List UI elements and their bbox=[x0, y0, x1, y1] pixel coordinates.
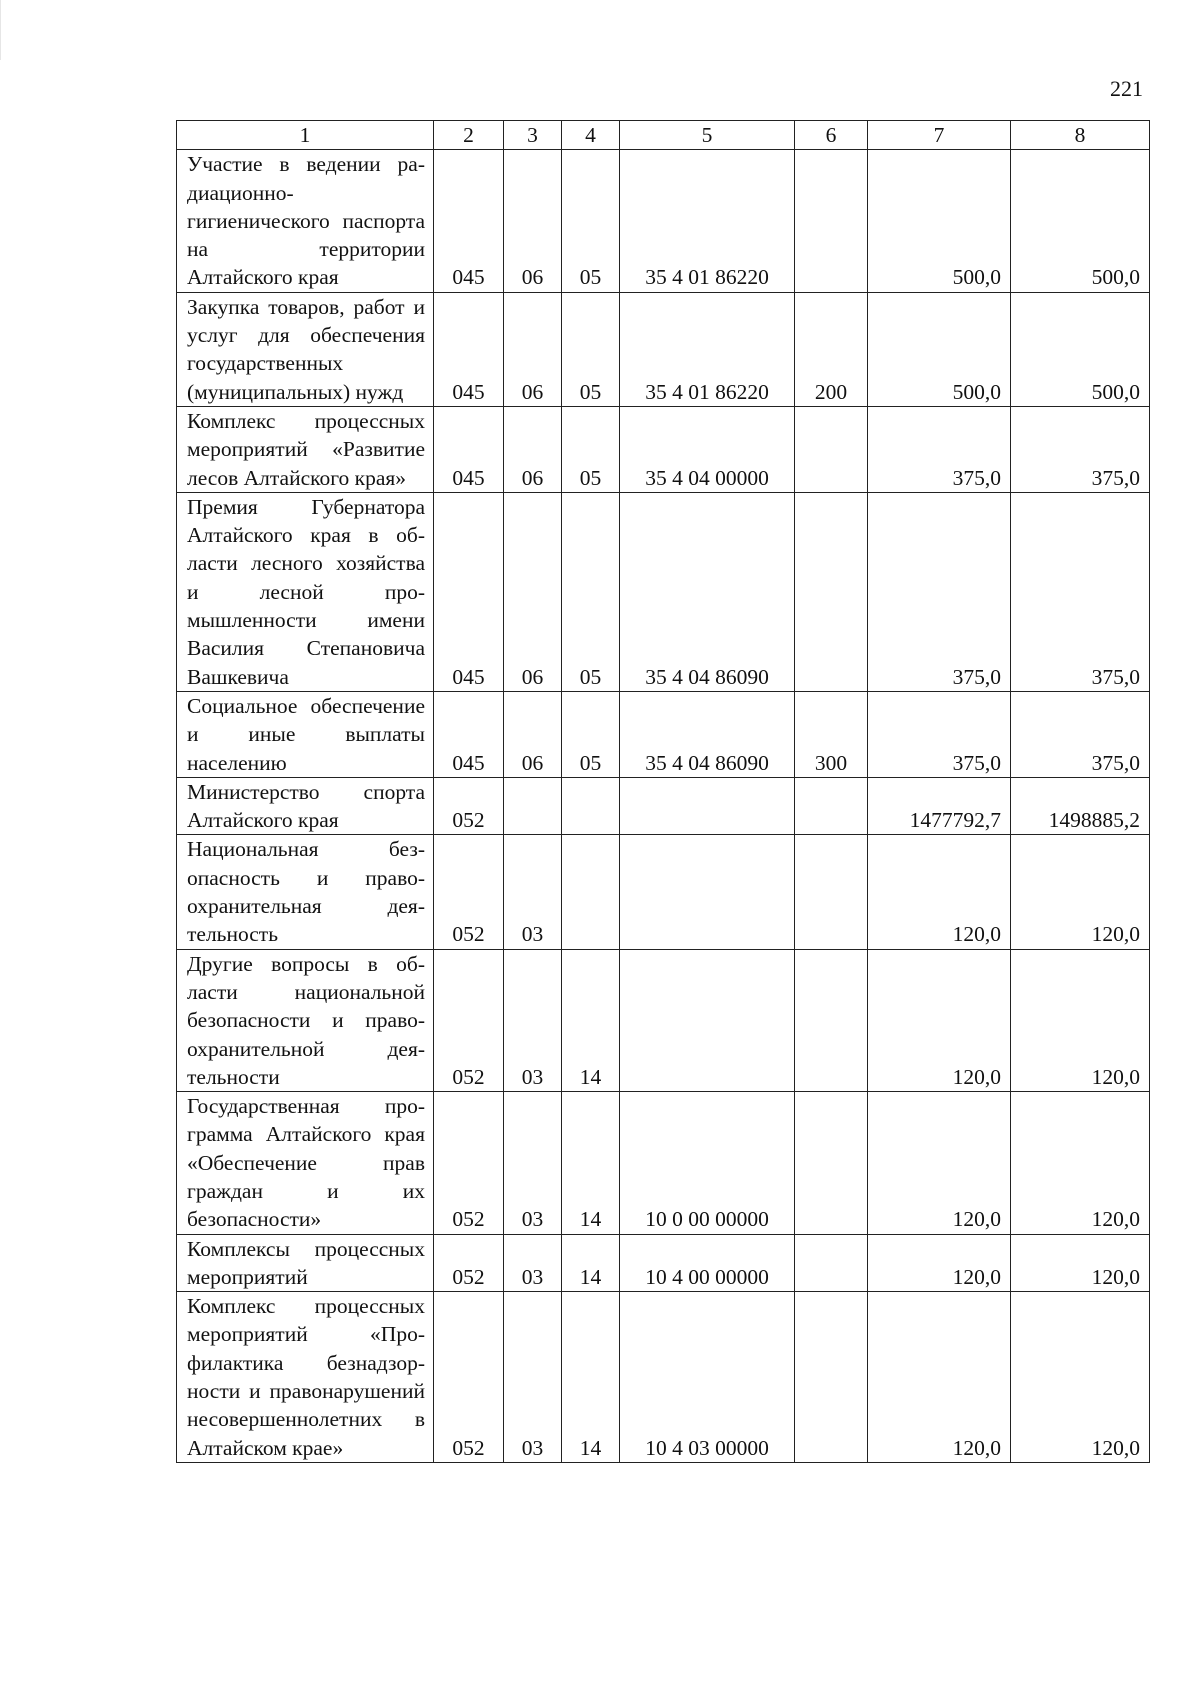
target-article-code: 10 0 00 00000 bbox=[620, 1092, 795, 1234]
target-article-code: 10 4 03 00000 bbox=[620, 1292, 795, 1463]
expense-type-code bbox=[795, 1292, 868, 1463]
subsection-code: 14 bbox=[562, 1292, 620, 1463]
header-cell: 1 bbox=[177, 121, 434, 150]
subsection-code bbox=[562, 835, 620, 949]
amount-col8: 375,0 bbox=[1011, 406, 1150, 492]
amount-col8: 375,0 bbox=[1011, 492, 1150, 691]
table-row bbox=[177, 691, 1150, 777]
section-code: 03 bbox=[504, 1092, 562, 1234]
section-code bbox=[504, 777, 562, 835]
row-name: Другие вопросы в области национальной безопасности и правоохранительной деятельности bbox=[177, 949, 434, 1091]
expense-type-code bbox=[795, 492, 868, 691]
amount-col8: 500,0 bbox=[1011, 150, 1150, 292]
subsection-code: 05 bbox=[562, 406, 620, 492]
amount-col8: 500,0 bbox=[1011, 292, 1150, 406]
section-code: 03 bbox=[504, 949, 562, 1091]
subsection-code: 14 bbox=[562, 949, 620, 1091]
expense-type-code bbox=[795, 1234, 868, 1292]
ministry-code: 052 bbox=[434, 1234, 504, 1292]
expense-type-code: 200 bbox=[795, 292, 868, 406]
amount-col8: 375,0 bbox=[1011, 691, 1150, 777]
target-article-code: 35 4 04 00000 bbox=[620, 406, 795, 492]
table-header-row bbox=[177, 121, 1150, 150]
amount-col8: 120,0 bbox=[1011, 835, 1150, 949]
budget-table bbox=[176, 120, 1150, 1463]
section-code: 06 bbox=[504, 406, 562, 492]
section-code: 03 bbox=[504, 835, 562, 949]
table-row bbox=[177, 777, 1150, 835]
row-name: Закупка товаров, работ и услуг для обеспечения государственных (муниципальных) нужд bbox=[177, 292, 434, 406]
section-code: 03 bbox=[504, 1292, 562, 1463]
ministry-code: 045 bbox=[434, 150, 504, 292]
row-name: Комплекс процессных мероприятий «Развитие лесов Алтайского края» bbox=[177, 406, 434, 492]
row-name: Социальное обеспечение и иные выплаты населению bbox=[177, 691, 434, 777]
subsection-code bbox=[562, 777, 620, 835]
table-row bbox=[177, 1292, 1150, 1463]
amount-col7: 500,0 bbox=[868, 150, 1011, 292]
ministry-code: 052 bbox=[434, 835, 504, 949]
target-article-code: 35 4 04 86090 bbox=[620, 691, 795, 777]
section-code: 03 bbox=[504, 1234, 562, 1292]
ministry-code: 045 bbox=[434, 492, 504, 691]
table-row bbox=[177, 1092, 1150, 1234]
expense-type-code bbox=[795, 835, 868, 949]
row-name: Участие в ведении радиационно-гигиенического паспорта на территории Алтайского края bbox=[177, 150, 434, 292]
ministry-code: 045 bbox=[434, 691, 504, 777]
amount-col7: 120,0 bbox=[868, 1092, 1011, 1234]
amount-col7: 375,0 bbox=[868, 406, 1011, 492]
subsection-code: 14 bbox=[562, 1234, 620, 1292]
amount-col8: 1498885,2 bbox=[1011, 777, 1150, 835]
row-name: Национальная безопасность и правоохранительная деятельность bbox=[177, 835, 434, 949]
table-row bbox=[177, 1234, 1150, 1292]
header-cell: 8 bbox=[1011, 121, 1150, 150]
header-cell: 7 bbox=[868, 121, 1011, 150]
subsection-code: 05 bbox=[562, 150, 620, 292]
target-article-code: 35 4 01 86220 bbox=[620, 292, 795, 406]
header-cell: 3 bbox=[504, 121, 562, 150]
ministry-code: 045 bbox=[434, 406, 504, 492]
ministry-code: 052 bbox=[434, 1092, 504, 1234]
expense-type-code bbox=[795, 1092, 868, 1234]
header-cell: 5 bbox=[620, 121, 795, 150]
target-article-code bbox=[620, 949, 795, 1091]
section-code: 06 bbox=[504, 150, 562, 292]
section-code: 06 bbox=[504, 292, 562, 406]
amount-col7: 120,0 bbox=[868, 949, 1011, 1091]
table-row bbox=[177, 406, 1150, 492]
header-cell: 4 bbox=[562, 121, 620, 150]
expense-type-code bbox=[795, 406, 868, 492]
amount-col8: 120,0 bbox=[1011, 1292, 1150, 1463]
amount-col7: 375,0 bbox=[868, 492, 1011, 691]
table-row bbox=[177, 835, 1150, 949]
table-row bbox=[177, 949, 1150, 1091]
amount-col8: 120,0 bbox=[1011, 949, 1150, 1091]
expense-type-code: 300 bbox=[795, 691, 868, 777]
row-name: Государственная программа Алтайского края «Обеспечение прав граждан и их безопасности» bbox=[177, 1092, 434, 1234]
row-name: Премия Губернатора Алтайского края в области лесного хозяйства и лесной промышленности имени Василия Степановича Вашкевича bbox=[177, 492, 434, 691]
ministry-code: 045 bbox=[434, 292, 504, 406]
row-name: Комплексы процессных мероприятий bbox=[177, 1234, 434, 1292]
amount-col7: 500,0 bbox=[868, 292, 1011, 406]
subsection-code: 05 bbox=[562, 492, 620, 691]
section-code: 06 bbox=[504, 492, 562, 691]
section-code: 06 bbox=[504, 691, 562, 777]
subsection-code: 05 bbox=[562, 691, 620, 777]
amount-col7: 120,0 bbox=[868, 835, 1011, 949]
row-name: Министерство спорта Алтайского края bbox=[177, 777, 434, 835]
ministry-code: 052 bbox=[434, 949, 504, 1091]
target-article-code bbox=[620, 835, 795, 949]
target-article-code: 10 4 00 00000 bbox=[620, 1234, 795, 1292]
target-article-code bbox=[620, 777, 795, 835]
subsection-code: 14 bbox=[562, 1092, 620, 1234]
row-name: Комплекс процессных мероприятий «Профилактика безнадзорности и правонарушений несовершеннолетних в Алтайском крае» bbox=[177, 1292, 434, 1463]
page-number: 221 bbox=[1110, 76, 1143, 101]
subsection-code: 05 bbox=[562, 292, 620, 406]
expense-type-code bbox=[795, 949, 868, 1091]
header-cell: 6 bbox=[795, 121, 868, 150]
target-article-code: 35 4 01 86220 bbox=[620, 150, 795, 292]
amount-col7: 375,0 bbox=[868, 691, 1011, 777]
expense-type-code bbox=[795, 150, 868, 292]
target-article-code: 35 4 04 86090 bbox=[620, 492, 795, 691]
ministry-code: 052 bbox=[434, 777, 504, 835]
amount-col8: 120,0 bbox=[1011, 1234, 1150, 1292]
ministry-code: 052 bbox=[434, 1292, 504, 1463]
header-cell: 2 bbox=[434, 121, 504, 150]
amount-col7: 1477792,7 bbox=[868, 777, 1011, 835]
amount-col8: 120,0 bbox=[1011, 1092, 1150, 1234]
amount-col7: 120,0 bbox=[868, 1234, 1011, 1292]
table-row bbox=[177, 150, 1150, 292]
table-row bbox=[177, 492, 1150, 691]
scan-edge-mark bbox=[0, 0, 1, 60]
table-row bbox=[177, 292, 1150, 406]
expense-type-code bbox=[795, 777, 868, 835]
amount-col7: 120,0 bbox=[868, 1292, 1011, 1463]
